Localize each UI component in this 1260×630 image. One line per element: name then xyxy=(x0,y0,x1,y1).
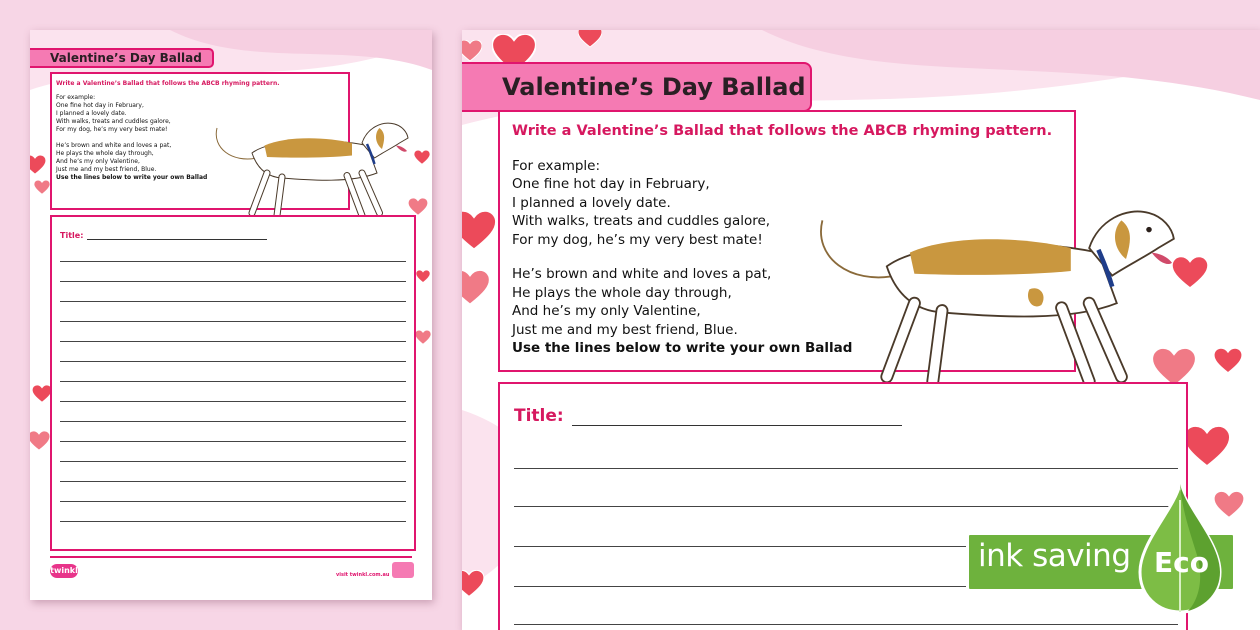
page-title: Valentine’s Day Ballad xyxy=(30,48,214,68)
ink-saving-label: ink saving xyxy=(978,538,1131,574)
heart-icon xyxy=(34,180,50,195)
page-title: Valentine’s Day Ballad xyxy=(462,62,812,112)
instruction-heading: Write a Valentine’s Ballad that follows the ABCB rhyming pattern. xyxy=(512,123,1053,139)
poem-line: One fine hot day in February, xyxy=(56,102,144,109)
twinkl-logo: twinkl xyxy=(50,564,78,578)
dog-illustration xyxy=(788,202,1188,386)
poem-line: And he’s my only Valentine, xyxy=(512,303,701,319)
ruled-line[interactable] xyxy=(514,624,1178,625)
ruled-line[interactable] xyxy=(60,481,406,482)
poem-line: He’s brown and white and loves a pat, xyxy=(512,266,772,282)
ruled-line[interactable] xyxy=(60,361,406,362)
ruled-line[interactable] xyxy=(60,501,406,502)
ruled-line[interactable] xyxy=(60,521,406,522)
instruction-footer: Use the lines below to write your own Ballad xyxy=(512,340,853,356)
dog-illustration xyxy=(202,118,412,218)
instruction-heading: Write a Valentine’s Ballad that follows the ABCB rhyming pattern. xyxy=(56,80,280,87)
heart-icon xyxy=(415,330,431,345)
heart-icon xyxy=(462,270,490,306)
example-intro: For example: xyxy=(56,94,96,101)
ruled-line[interactable] xyxy=(60,321,406,322)
title-label: Title: xyxy=(514,406,564,426)
poem-line: Just me and my best friend, Blue. xyxy=(56,166,157,173)
poem-line: For my dog, he’s my very best mate! xyxy=(56,126,168,133)
heart-icon xyxy=(1214,348,1242,374)
heart-icon xyxy=(578,30,602,48)
title-underline[interactable] xyxy=(87,239,267,240)
instruction-footer: Use the lines below to write your own Ballad xyxy=(56,174,208,181)
example-intro: For example: xyxy=(512,157,601,174)
heart-icon xyxy=(414,150,430,165)
poem-line: One fine hot day in February, xyxy=(512,176,710,192)
poem-line: He’s brown and white and loves a pat, xyxy=(56,142,172,149)
poem-line: And he’s my only Valentine, xyxy=(56,158,140,165)
poem-line: He plays the whole day through, xyxy=(56,150,154,157)
poem-line: With walks, treats and cuddles galore, xyxy=(512,213,771,229)
heart-icon xyxy=(30,155,46,175)
ruled-line[interactable] xyxy=(60,301,406,302)
ruled-line[interactable] xyxy=(60,401,406,402)
ruled-line[interactable] xyxy=(60,381,406,382)
ruled-line[interactable] xyxy=(60,341,406,342)
heart-icon xyxy=(32,385,52,403)
heart-icon xyxy=(416,270,430,283)
footer-url[interactable]: visit twinkl.com.au xyxy=(336,572,390,578)
heart-icon xyxy=(30,428,50,454)
heart-icon xyxy=(1184,425,1230,469)
poem-line: Just me and my best friend, Blue. xyxy=(512,321,738,338)
poem-line: For my dog, he’s my very best mate! xyxy=(512,231,763,248)
poem-line: He plays the whole day through, xyxy=(512,284,732,301)
ruled-line[interactable] xyxy=(60,421,406,422)
heart-icon xyxy=(462,40,482,62)
footer-divider xyxy=(50,556,412,558)
title-row xyxy=(514,406,902,426)
ruled-line[interactable] xyxy=(60,441,406,442)
poem-line: I planned a lovely date. xyxy=(56,110,127,117)
ruled-line[interactable] xyxy=(60,461,406,462)
title-row xyxy=(60,231,267,240)
poem-line: With walks, treats and cuddles galore, xyxy=(56,118,171,125)
ruled-line[interactable] xyxy=(514,506,1178,507)
ruled-line[interactable] xyxy=(60,281,406,282)
writing-area[interactable] xyxy=(50,215,416,551)
footer-badge-icon xyxy=(392,562,414,578)
heart-icon xyxy=(462,210,496,252)
title-label: Title: xyxy=(60,231,84,240)
poem-line: I planned a lovely date. xyxy=(512,194,671,211)
ruled-line[interactable] xyxy=(60,261,406,262)
title-underline[interactable] xyxy=(572,425,902,426)
ink-saving-eco-badge xyxy=(966,532,1260,594)
ruled-line[interactable] xyxy=(514,468,1178,469)
heart-icon xyxy=(462,570,484,598)
worksheet-thumbnail[interactable] xyxy=(30,30,432,600)
eco-label: Eco xyxy=(1154,546,1209,579)
